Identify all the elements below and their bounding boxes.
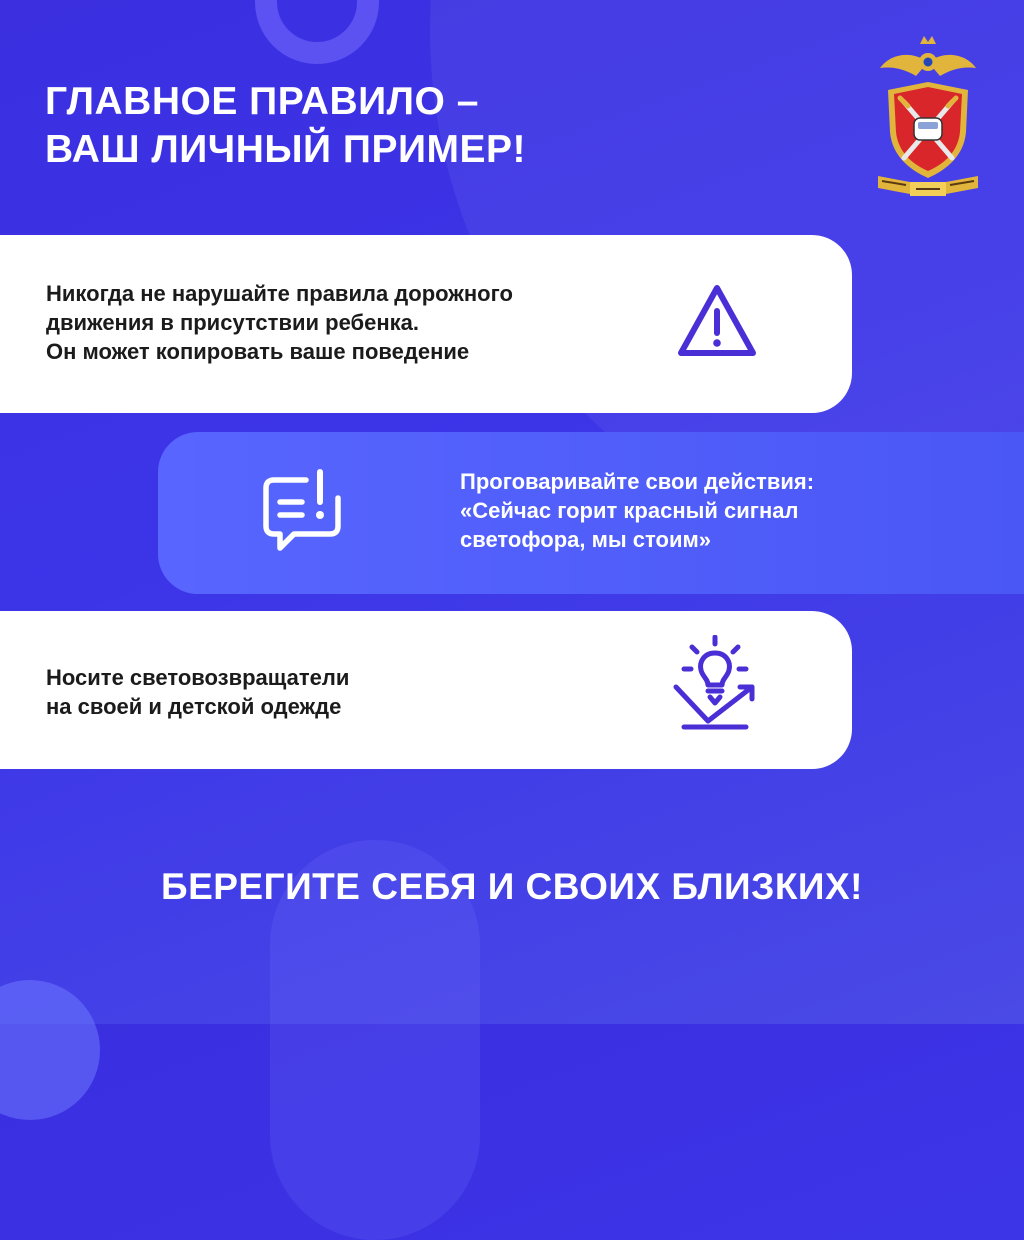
light-reflection-icon [670,635,760,731]
title-line-2: ВАШ ЛИЧНЫЙ ПРИМЕР! [45,128,526,171]
rule-3-line-1: Носите световозвращатели [46,665,350,690]
rule-text-3 [46,663,349,721]
rule-card-1 [0,235,852,413]
chat-alert-icon [262,468,342,554]
police-emblem-icon [876,32,980,200]
rule-2-line-1: Проговаривайте свои действия: [460,469,815,494]
rule-3-line-2: на своей и детской одежде [46,694,342,719]
rule-text-1 [46,279,513,366]
footer-slogan: БЕРЕГИТЕ СЕБЯ И СВОИХ БЛИЗКИХ! [160,866,863,907]
warning-triangle-icon [676,283,758,359]
rule-2-line-3: светофора, мы стоим» [460,527,712,552]
rule-1-line-3: Он может копировать ваше поведение [46,339,470,364]
background-ring [255,0,379,64]
title-line-1: ГЛАВНОЕ ПРАВИЛО – [45,80,479,123]
rule-1-line-1: Никогда не нарушайте правила дорожного [46,281,513,306]
rule-1-line-2: движения в присутствии ребенка. [46,310,419,335]
rule-2-line-2: «Сейчас горит красный сигнал [460,498,799,523]
background-circle [0,980,100,1120]
rule-card-3 [0,611,852,769]
page-title [45,78,526,174]
rule-card-2 [158,432,1024,594]
rule-text-2 [460,467,814,554]
